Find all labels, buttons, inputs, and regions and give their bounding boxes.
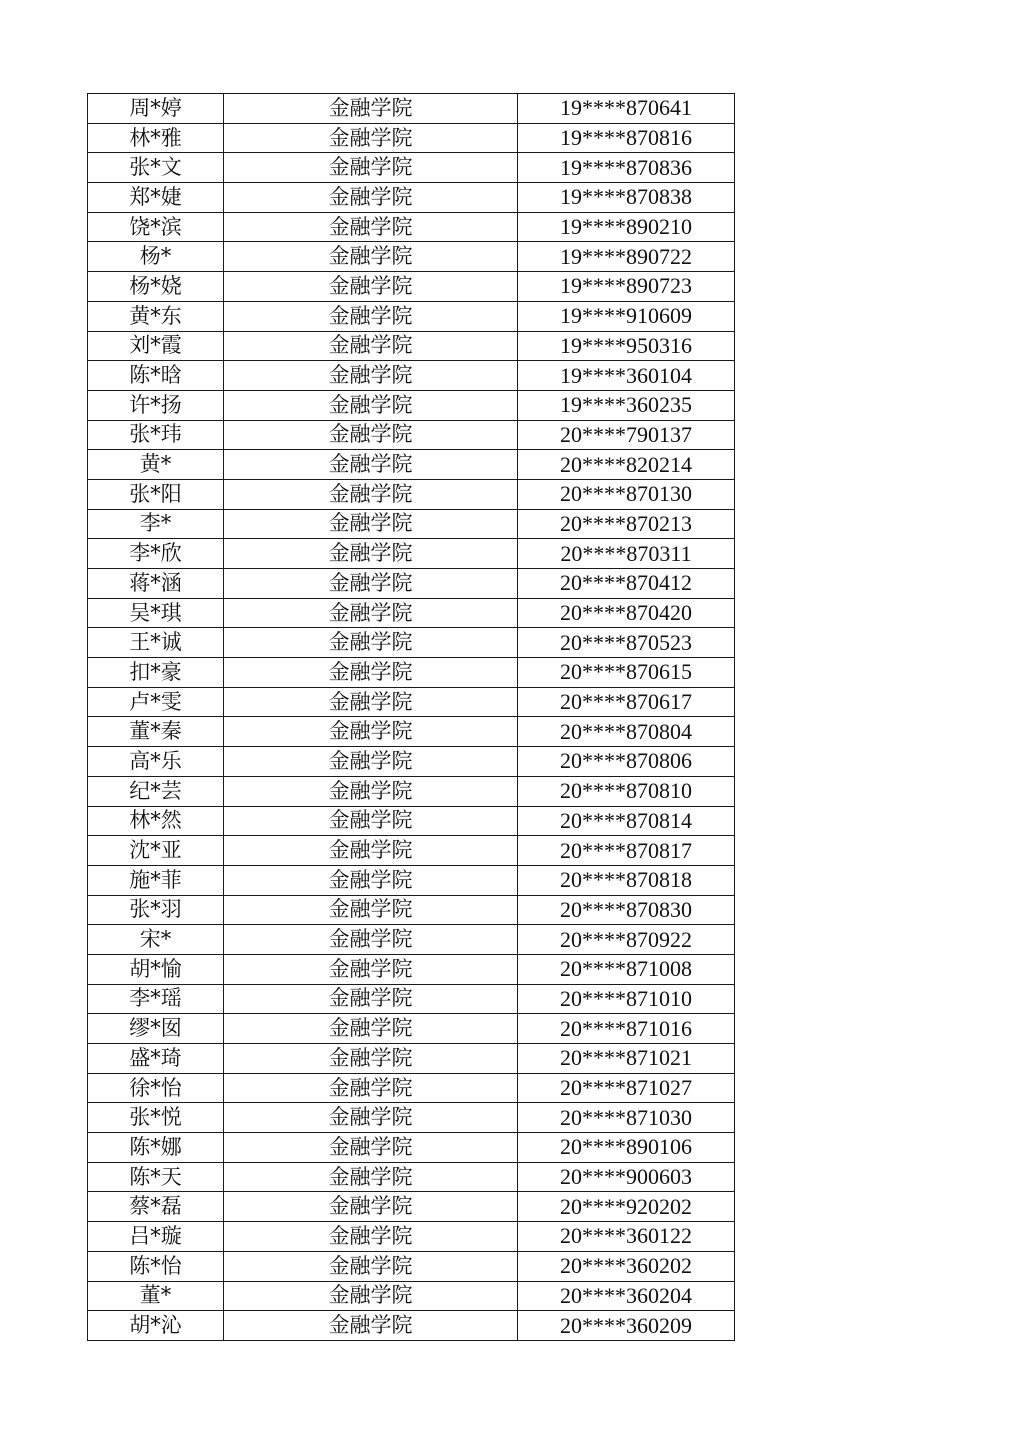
- student-id-cell: 20****871010: [518, 984, 735, 1014]
- student-id-cell: 20****360204: [518, 1281, 735, 1311]
- student-id-cell: 20****360122: [518, 1222, 735, 1252]
- college-cell: 金融学院: [224, 836, 518, 866]
- table-row: [88, 272, 735, 302]
- table-row: [88, 242, 735, 272]
- table-row: [88, 598, 735, 628]
- college-cell: 金融学院: [224, 925, 518, 955]
- college-cell: 金融学院: [224, 450, 518, 480]
- college-cell: 金融学院: [224, 717, 518, 747]
- student-name-cell: 杨*: [88, 242, 224, 272]
- table-row: [88, 450, 735, 480]
- student-name-cell: 董*秦: [88, 717, 224, 747]
- table-row: [88, 1133, 735, 1163]
- college-cell: 金融学院: [224, 212, 518, 242]
- college-cell: 金融学院: [224, 628, 518, 658]
- student-id-cell: 20****360202: [518, 1251, 735, 1281]
- table-row: [88, 865, 735, 895]
- student-name-cell: 扣*豪: [88, 658, 224, 688]
- student-name-cell: 陈*怡: [88, 1251, 224, 1281]
- table-row: [88, 1073, 735, 1103]
- student-id-cell: 19****360104: [518, 361, 735, 391]
- student-name-cell: 黄*东: [88, 301, 224, 331]
- student-id-cell: 20****870311: [518, 539, 735, 569]
- table-row: [88, 301, 735, 331]
- college-cell: 金融学院: [224, 687, 518, 717]
- student-name-cell: 刘*霞: [88, 331, 224, 361]
- student-name-cell: 纪*芸: [88, 776, 224, 806]
- table-row: [88, 420, 735, 450]
- college-cell: 金融学院: [224, 776, 518, 806]
- student-id-cell: 20****870130: [518, 479, 735, 509]
- student-name-cell: 徐*怡: [88, 1073, 224, 1103]
- table-row: [88, 569, 735, 599]
- college-cell: 金融学院: [224, 806, 518, 836]
- student-name-cell: 杨*娆: [88, 272, 224, 302]
- college-cell: 金融学院: [224, 1103, 518, 1133]
- table-row: [88, 94, 735, 124]
- table-row: [88, 717, 735, 747]
- table-row: [88, 331, 735, 361]
- college-cell: 金融学院: [224, 509, 518, 539]
- table-row: [88, 895, 735, 925]
- table-row: [88, 836, 735, 866]
- student-id-cell: 20****920202: [518, 1192, 735, 1222]
- student-id-cell: 19****890723: [518, 272, 735, 302]
- college-cell: 金融学院: [224, 598, 518, 628]
- student-name-cell: 董*: [88, 1281, 224, 1311]
- student-name-cell: 高*乐: [88, 747, 224, 777]
- student-name-cell: 许*扬: [88, 390, 224, 420]
- student-name-cell: 王*诚: [88, 628, 224, 658]
- student-name-cell: 李*瑶: [88, 984, 224, 1014]
- student-id-cell: 20****790137: [518, 420, 735, 450]
- table-row: [88, 658, 735, 688]
- student-name-cell: 沈*亚: [88, 836, 224, 866]
- student-id-cell: 19****950316: [518, 331, 735, 361]
- college-cell: 金融学院: [224, 895, 518, 925]
- college-cell: 金融学院: [224, 94, 518, 124]
- student-name-cell: 吴*琪: [88, 598, 224, 628]
- college-cell: 金融学院: [224, 1044, 518, 1074]
- college-cell: 金融学院: [224, 954, 518, 984]
- college-cell: 金融学院: [224, 658, 518, 688]
- roster-table: [87, 93, 735, 1341]
- college-cell: 金融学院: [224, 569, 518, 599]
- student-name-cell: 施*菲: [88, 865, 224, 895]
- student-id-cell: 19****360235: [518, 390, 735, 420]
- student-name-cell: 蒋*涵: [88, 569, 224, 599]
- student-id-cell: 20****870817: [518, 836, 735, 866]
- table-row: [88, 509, 735, 539]
- student-name-cell: 饶*滨: [88, 212, 224, 242]
- college-cell: 金融学院: [224, 390, 518, 420]
- student-id-cell: 19****870641: [518, 94, 735, 124]
- student-id-cell: 20****870810: [518, 776, 735, 806]
- college-cell: 金融学院: [224, 1133, 518, 1163]
- student-name-cell: 林*雅: [88, 123, 224, 153]
- college-cell: 金融学院: [224, 1311, 518, 1341]
- student-name-cell: 黄*: [88, 450, 224, 480]
- student-name-cell: 李*欣: [88, 539, 224, 569]
- college-cell: 金融学院: [224, 331, 518, 361]
- student-name-cell: 李*: [88, 509, 224, 539]
- student-name-cell: 陈*天: [88, 1162, 224, 1192]
- table-row: [88, 925, 735, 955]
- college-cell: 金融学院: [224, 984, 518, 1014]
- student-id-cell: 20****870523: [518, 628, 735, 658]
- college-cell: 金融学院: [224, 1192, 518, 1222]
- college-cell: 金融学院: [224, 153, 518, 183]
- college-cell: 金融学院: [224, 1222, 518, 1252]
- college-cell: 金融学院: [224, 301, 518, 331]
- table-row: [88, 628, 735, 658]
- student-name-cell: 林*然: [88, 806, 224, 836]
- student-name-cell: 张*羽: [88, 895, 224, 925]
- table-row: [88, 183, 735, 213]
- table-row: [88, 954, 735, 984]
- college-cell: 金融学院: [224, 420, 518, 450]
- college-cell: 金融学院: [224, 479, 518, 509]
- college-cell: 金融学院: [224, 1251, 518, 1281]
- table-row: [88, 747, 735, 777]
- table-row: [88, 390, 735, 420]
- student-id-cell: 20****870830: [518, 895, 735, 925]
- student-id-cell: 20****870412: [518, 569, 735, 599]
- student-id-cell: 20****360209: [518, 1311, 735, 1341]
- student-id-cell: 20****820214: [518, 450, 735, 480]
- student-id-cell: 20****870420: [518, 598, 735, 628]
- student-id-cell: 20****870818: [518, 865, 735, 895]
- student-id-cell: 20****870615: [518, 658, 735, 688]
- student-id-cell: 20****871021: [518, 1044, 735, 1074]
- table-row: [88, 361, 735, 391]
- student-name-cell: 张*文: [88, 153, 224, 183]
- student-name-cell: 缪*囡: [88, 1014, 224, 1044]
- student-name-cell: 周*婷: [88, 94, 224, 124]
- college-cell: 金融学院: [224, 1281, 518, 1311]
- table-row: [88, 479, 735, 509]
- table-row: [88, 806, 735, 836]
- table-row: [88, 1044, 735, 1074]
- table-row: [88, 1281, 735, 1311]
- college-cell: 金融学院: [224, 123, 518, 153]
- student-id-cell: 19****890210: [518, 212, 735, 242]
- table-row: [88, 984, 735, 1014]
- college-cell: 金融学院: [224, 539, 518, 569]
- student-name-cell: 卢*雯: [88, 687, 224, 717]
- college-cell: 金融学院: [224, 1073, 518, 1103]
- student-name-cell: 盛*琦: [88, 1044, 224, 1074]
- student-id-cell: 20****870617: [518, 687, 735, 717]
- student-id-cell: 20****870814: [518, 806, 735, 836]
- student-id-cell: 19****870838: [518, 183, 735, 213]
- table-row: [88, 687, 735, 717]
- table-row: [88, 1222, 735, 1252]
- table-row: [88, 1311, 735, 1341]
- student-name-cell: 胡*愉: [88, 954, 224, 984]
- college-cell: 金融学院: [224, 183, 518, 213]
- student-id-cell: 20****871030: [518, 1103, 735, 1133]
- student-id-cell: 19****910609: [518, 301, 735, 331]
- table-row: [88, 1251, 735, 1281]
- college-cell: 金融学院: [224, 242, 518, 272]
- college-cell: 金融学院: [224, 272, 518, 302]
- table-row: [88, 776, 735, 806]
- student-id-cell: 20****900603: [518, 1162, 735, 1192]
- student-name-cell: 张*悦: [88, 1103, 224, 1133]
- table-row: [88, 1014, 735, 1044]
- student-name-cell: 胡*沁: [88, 1311, 224, 1341]
- student-id-cell: 20****871008: [518, 954, 735, 984]
- student-name-cell: 吕*璇: [88, 1222, 224, 1252]
- student-name-cell: 陈*晗: [88, 361, 224, 391]
- student-name-cell: 宋*: [88, 925, 224, 955]
- student-name-cell: 郑*婕: [88, 183, 224, 213]
- table-row: [88, 153, 735, 183]
- table-row: [88, 212, 735, 242]
- student-id-cell: 20****870922: [518, 925, 735, 955]
- student-name-cell: 张*阳: [88, 479, 224, 509]
- table-row: [88, 1103, 735, 1133]
- student-id-cell: 20****890106: [518, 1133, 735, 1163]
- student-id-cell: 20****870804: [518, 717, 735, 747]
- student-id-cell: 20****871027: [518, 1073, 735, 1103]
- student-id-cell: 20****871016: [518, 1014, 735, 1044]
- table-row: [88, 539, 735, 569]
- student-id-cell: 19****890722: [518, 242, 735, 272]
- student-id-cell: 20****870806: [518, 747, 735, 777]
- table-row: [88, 1162, 735, 1192]
- student-name-cell: 蔡*磊: [88, 1192, 224, 1222]
- student-id-cell: 19****870816: [518, 123, 735, 153]
- student-name-cell: 陈*娜: [88, 1133, 224, 1163]
- college-cell: 金融学院: [224, 361, 518, 391]
- college-cell: 金融学院: [224, 865, 518, 895]
- college-cell: 金融学院: [224, 1014, 518, 1044]
- roster-body: [88, 94, 735, 1341]
- table-row: [88, 1192, 735, 1222]
- student-id-cell: 20****870213: [518, 509, 735, 539]
- student-name-cell: 张*玮: [88, 420, 224, 450]
- student-id-cell: 19****870836: [518, 153, 735, 183]
- college-cell: 金融学院: [224, 747, 518, 777]
- table-row: [88, 123, 735, 153]
- college-cell: 金融学院: [224, 1162, 518, 1192]
